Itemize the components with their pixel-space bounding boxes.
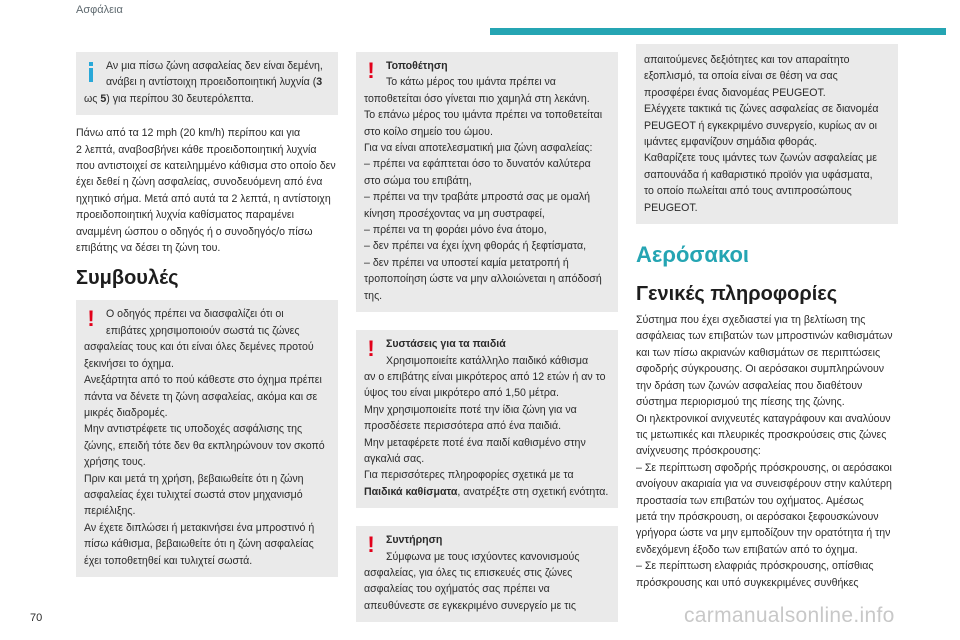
running-header: Ασφάλεια	[76, 4, 123, 16]
warning-icon: !	[367, 532, 375, 558]
column-2	[356, 52, 618, 622]
section-title-airbags: Αερόσακοι	[636, 242, 750, 268]
box-title: Συστάσεις για τα παιδιά	[386, 338, 506, 351]
maintenance-box-continued: απαιτούμενες δεξιότητες και τον απαραίτητο εξοπλισμό, τα οποία είναι σε θέση να σας προσφέρει ένας διανομέας PEUGEOT. Ελέγχετε τακτικά τις ζώνες ασφαλείας σε διανομέα PEUGEOT ή εγκεκριμένο συνεργείο, κυρίως αν οι ιμάντες εμφανίζουν σημάδια φθοράς. Καθαρίζετε τους ιμάντες των ζωνών ασφαλείας με σαπουνάδα ή καθαριστικό προϊόν για υφάσματα, το οποίο πωλείται από τους αντιπροσώπους PEUGEOT.	[636, 44, 898, 224]
info-box	[76, 52, 338, 115]
warning-icon: !	[367, 336, 375, 362]
box-title: Συντήρηση	[386, 534, 443, 547]
warning-icon: !	[87, 306, 95, 332]
warning-box-positioning: ! Τοποθέτηση Το κάτω μέρος του ιμάντα πρέπει να τοποθετείται όσο γίνεται πιο χαμηλά στη λεκάνη. Το επάνω μέρος του ιμάντα πρέπει να τοποθετείται στο κοίλο σημείο του ώμου. Για να είναι αποτελεσματική μια ζώνη ασφαλείας: – πρέπει να εφάπτεται όσο το δυνατόν καλύτερα στο σώμα του επιβάτη, – πρέπει να την τραβάτε μπροστά σας με ομαλή κίνηση προσέχοντας να μη συστραφεί, – πρέπει να τη φοράει μόνο ένα άτομο, – δεν πρέπει να έχει ίχνη φθοράς ή ξεφτίσματα, – δεν πρέπει να υποστεί καμία μετατροπή ή τροποποίηση ώστε να μην αλλοιώνεται η απόδοσή της.	[356, 52, 618, 312]
column-3	[636, 44, 898, 591]
watermark: carmanualsonline.info	[684, 604, 895, 627]
warning-box-maintenance: ! Συντήρηση Σύμφωνα με τους ισχύοντες κανονισμούς ασφαλείας, για όλες τις επισκευές στις ζώνες ασφαλείας του οχήματός σας πρέπει να απευθύνεστε σε εγκεκριμένο συνεργείο με τις	[356, 526, 618, 622]
info-line: ανάβει η αντίστοιχη προειδοποιητική λυχνία (3	[106, 76, 323, 89]
warning-box-tips: ! Ο οδηγός πρέπει να διασφαλίζει ότι οι επιβάτες χρησιμοποιούν σωστά τις ζώνες ασφαλείας τους και ότι είναι όλες δεμένες προτού ξεκινήσει το όχημα. Ανεξάρτητα από το πού κάθεστε στο όχημα πρέπει πάντα να δένετε τη ζώνη ασφαλείας, ακόμα και σε μικρές διαδρομές. Μην αντιστρέφετε τις υποδοχές ασφάλισης της ζώνης, επειδή τότε δεν θα εκπληρώνουν τον σκοπό χρήσης τους. Πριν και μετά τη χρήση, βεβαιωθείτε ότι η ζώνη ασφαλείας έχει τυλιχτεί σωστά στον μηχανισμό περιέλιξης. Αν έχετε διπλώσει ή μετακινήσει ένα μπροστινό ή πίσω κάθισμα, βεβαιωθείτε ότι η ζώνη ασφαλείας έχει τοποθετηθεί και τυλιχτεί σωστά.	[76, 300, 338, 577]
box-title: Τοποθέτηση	[386, 60, 448, 72]
child-seats-reference: Παιδικά καθίσματα	[364, 485, 458, 498]
info-icon	[84, 60, 98, 84]
seatbelt-warning-paragraph: Πάνω από τα 12 mph (20 km/h) περίπου και για 2 λεπτά, αναβοσβήνει κάθε προειδοποιητική λυχνία που αντιστοιχεί σε κατειλημμένο κάθισμα στο οποίο δεν έχει δεθεί η ζώνη ασφαλείας, συνοδευόμενη από ένα ηχητικό σήμα. Μετά από αυτά τα 2 λεπτά, η αντίστοιχη προειδοποιητική λυχνία καθίσματος παραμένει αναμμένη ώσπου ο οδηγός ή ο συνοδηγός/ο πίσω επιβάτης να δέσει τη ζώνη του.	[76, 127, 336, 255]
column-1	[76, 52, 338, 577]
section-heading-general-info: Γενικές πληροφορίες	[636, 283, 838, 306]
warning-box-children: ! Συστάσεις για τα παιδιά Χρησιμοποιείτε κατάλληλο παιδικό κάθισμα αν ο επιβάτης είναι μικρότερος από 12 ετών ή αν το ύψος του είναι μικρότερο από 1,50 μέτρα. Μην χρησιμοποιείτε ποτέ την ίδια ζώνη για να προσδέσετε περισσότερα από ένα παιδιά. Μην μεταφέρετε ποτέ ένα παιδί καθισμένο στην αγκαλιά σας. Για περισσότερες πληροφορίες σχετικά με τα Παιδικά καθίσματα, ανατρέξτε στη σχετική ενότητα.	[356, 330, 618, 508]
info-line: Αν μια πίσω ζώνη ασφαλείας δεν είναι δεμένη,	[106, 60, 323, 72]
header-accent-bar	[490, 28, 946, 35]
page-number: 70	[30, 612, 43, 624]
warning-icon: !	[367, 58, 375, 83]
airbags-paragraph: Σύστημα που έχει σχεδιαστεί για τη βελτίωση της ασφάλειας των επιβατών των μπροστινών καθισμάτων και των πίσω ακριανών καθισμάτων σε περιπτώσεις σφοδρής σύγκρουσης. Οι αερόσακοι συμπληρώνουν την δράση των ζωνών ασφαλείας που διαθέτουν σύστημα περιορισμού της πίεσης της ζώνης. Οι ηλεκτρονικοί ανιχνευτές καταγράφουν και αναλύουν τις μετωπικές και πλευρικές προσκρούσεις στις ζώνες ανίχνευσης πρόσκρουσης: – Σε περίπτωση σφοδρής πρόσκρουσης, οι αερόσακοι ανοίγουν ακαριαία για να συνεισφέρουν στην καλύτερη προστασία των επιβατών του οχήματος. Αμέσως μετά την πρόσκρουση, οι αερόσακοι ξεφουσκώνουν γρήγορα ώστε να μην εμποδίζουν την ορατότητα ή την ενδεχόμενη έξοδο των επιβατών από το όχημα. – Σε περίπτωση ελαφριάς πρόσκρουσης, οπίσθιας πρόσκρουσης και υπό συγκεκριμένες συνθήκες	[636, 314, 893, 589]
section-heading-tips: Συμβουλές	[76, 267, 179, 290]
info-line: ως 5) για περίπου 30 δευτερόλεπτα.	[84, 92, 254, 105]
